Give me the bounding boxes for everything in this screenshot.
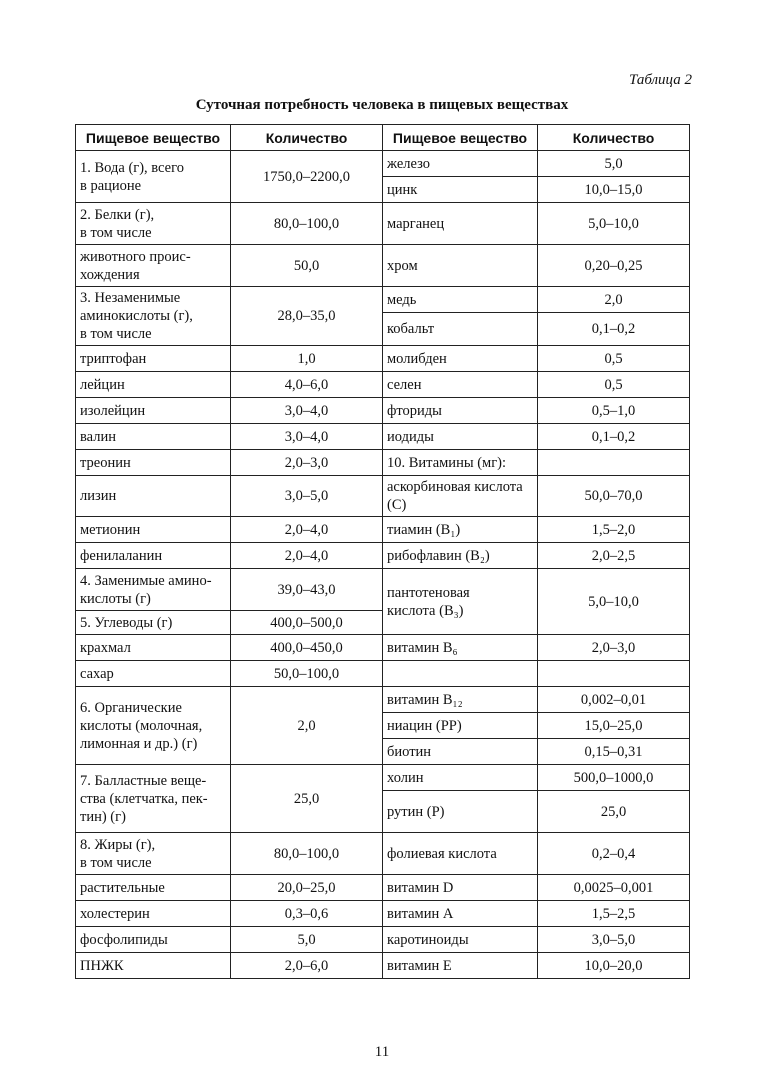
- substance-cell-right: витамин Е: [383, 953, 538, 979]
- substance-cell-right: биотин: [383, 739, 538, 765]
- substance-cell-left: растительные: [76, 875, 231, 901]
- substance-cell-left: 6. Органические кислоты (молочная, лимонная и др.) (г): [76, 687, 231, 765]
- quantity-cell-right: 5,0–10,0: [538, 569, 690, 635]
- quantity-cell-right: 3,0–5,0: [538, 927, 690, 953]
- table-label: Таблица 2: [629, 72, 692, 88]
- nutrient-table-container: [75, 124, 690, 979]
- quantity-cell-left: 25,0: [231, 765, 383, 833]
- table-body: [76, 151, 690, 979]
- quantity-cell-right: 0,20–0,25: [538, 245, 690, 287]
- quantity-cell-left: 2,0–4,0: [231, 543, 383, 569]
- quantity-cell-right: 0,1–0,2: [538, 424, 690, 450]
- quantity-cell-right: 1,5–2,5: [538, 901, 690, 927]
- quantity-cell-right: 15,0–25,0: [538, 713, 690, 739]
- table-row: [76, 203, 690, 245]
- substance-cell-left: лизин: [76, 476, 231, 517]
- substance-cell-right: холин: [383, 765, 538, 791]
- table-row: [76, 833, 690, 875]
- quantity-cell-right: 0,1–0,2: [538, 313, 690, 346]
- quantity-cell-right: 25,0: [538, 791, 690, 833]
- substance-cell-left: лейцин: [76, 372, 231, 398]
- substance-cell-left: 1. Вода (г), всего в рационе: [76, 151, 231, 203]
- quantity-cell-right: 2,0–3,0: [538, 635, 690, 661]
- quantity-cell-left: 28,0–35,0: [231, 287, 383, 346]
- quantity-cell-left: 400,0–500,0: [231, 611, 383, 635]
- quantity-cell-left: 2,0–3,0: [231, 450, 383, 476]
- table-row: [76, 424, 690, 450]
- table-row: [76, 245, 690, 287]
- substance-cell-right: витамин В₆: [383, 635, 538, 661]
- substance-cell-right: пантотеновая кислота (В₃): [383, 569, 538, 635]
- substance-cell-right: 10. Витамины (мг):: [383, 450, 538, 476]
- quantity-cell-right: [538, 661, 690, 687]
- quantity-cell-left: 5,0: [231, 927, 383, 953]
- substance-cell-left: фосфолипиды: [76, 927, 231, 953]
- quantity-cell-right: [538, 450, 690, 476]
- substance-cell-right: кобальт: [383, 313, 538, 346]
- table-row: [76, 398, 690, 424]
- quantity-cell-right: 500,0–1000,0: [538, 765, 690, 791]
- table-row: [76, 901, 690, 927]
- substance-cell-left: 7. Балластные веще- ства (клетчатка, пек- тин) (г): [76, 765, 231, 833]
- table-row: [76, 346, 690, 372]
- quantity-cell-right: 10,0–15,0: [538, 177, 690, 203]
- table-row: [76, 517, 690, 543]
- table-row: [76, 927, 690, 953]
- substance-cell-left: метионин: [76, 517, 231, 543]
- table-row: [76, 476, 690, 517]
- quantity-cell-right: 0,15–0,31: [538, 739, 690, 765]
- substance-cell-right: витамин В₁₂: [383, 687, 538, 713]
- quantity-cell-left: 80,0–100,0: [231, 833, 383, 875]
- quantity-cell-left: 3,0–5,0: [231, 476, 383, 517]
- quantity-cell-left: 2,0–4,0: [231, 517, 383, 543]
- substance-cell-left: 5. Углеводы (г): [76, 611, 231, 635]
- substance-cell-left: крахмал: [76, 635, 231, 661]
- substance-cell-right: цинк: [383, 177, 538, 203]
- table-header-row: [76, 125, 690, 151]
- table-row: [76, 687, 690, 713]
- substance-cell-left: 4. Заменимые амино- кислоты (г): [76, 569, 231, 611]
- table-row: [76, 543, 690, 569]
- substance-cell-right: аскорбиновая кислота (С): [383, 476, 538, 517]
- quantity-cell-left: 80,0–100,0: [231, 203, 383, 245]
- substance-cell-right: витамин А: [383, 901, 538, 927]
- header-substance-left: Пищевое вещество: [76, 125, 231, 151]
- quantity-cell-left: 3,0–4,0: [231, 424, 383, 450]
- substance-cell-left: 3. Незаменимые аминокислоты (г), в том числе: [76, 287, 231, 346]
- substance-cell-right: тиамин (В₁): [383, 517, 538, 543]
- header-quantity-left: Количество: [231, 125, 383, 151]
- table-row: [76, 875, 690, 901]
- quantity-cell-left: 4,0–6,0: [231, 372, 383, 398]
- substance-cell-left: изолейцин: [76, 398, 231, 424]
- substance-cell-left: триптофан: [76, 346, 231, 372]
- quantity-cell-right: 2,0–2,5: [538, 543, 690, 569]
- quantity-cell-right: 0,002–0,01: [538, 687, 690, 713]
- quantity-cell-right: 5,0: [538, 151, 690, 177]
- nutrient-table: [75, 124, 690, 979]
- quantity-cell-right: 5,0–10,0: [538, 203, 690, 245]
- substance-cell-right: хром: [383, 245, 538, 287]
- quantity-cell-right: 50,0–70,0: [538, 476, 690, 517]
- table-row: [76, 151, 690, 177]
- quantity-cell-right: 0,5: [538, 346, 690, 372]
- quantity-cell-right: 10,0–20,0: [538, 953, 690, 979]
- quantity-cell-right: 1,5–2,0: [538, 517, 690, 543]
- table-row: [76, 569, 690, 611]
- quantity-cell-left: 2,0–6,0: [231, 953, 383, 979]
- substance-cell-right: [383, 661, 538, 687]
- substance-cell-left: фенилаланин: [76, 543, 231, 569]
- quantity-cell-right: 0,0025–0,001: [538, 875, 690, 901]
- header-substance-right: Пищевое вещество: [383, 125, 538, 151]
- substance-cell-right: каротиноиды: [383, 927, 538, 953]
- substance-cell-left: треонин: [76, 450, 231, 476]
- table-row: [76, 635, 690, 661]
- quantity-cell-left: 20,0–25,0: [231, 875, 383, 901]
- table-row: [76, 661, 690, 687]
- table-row: [76, 450, 690, 476]
- substance-cell-right: молибден: [383, 346, 538, 372]
- substance-cell-left: ПНЖК: [76, 953, 231, 979]
- table-row: [76, 372, 690, 398]
- substance-cell-right: железо: [383, 151, 538, 177]
- quantity-cell-left: 50,0: [231, 245, 383, 287]
- quantity-cell-right: 0,5: [538, 372, 690, 398]
- substance-cell-right: селен: [383, 372, 538, 398]
- quantity-cell-left: 2,0: [231, 687, 383, 765]
- substance-cell-left: 8. Жиры (г), в том числе: [76, 833, 231, 875]
- quantity-cell-left: 39,0–43,0: [231, 569, 383, 611]
- substance-cell-left: животного проис- хождения: [76, 245, 231, 287]
- substance-cell-right: медь: [383, 287, 538, 313]
- substance-cell-right: иодиды: [383, 424, 538, 450]
- substance-cell-right: марганец: [383, 203, 538, 245]
- substance-cell-right: витамин D: [383, 875, 538, 901]
- substance-cell-right: ниацин (РР): [383, 713, 538, 739]
- table-row: [76, 287, 690, 313]
- quantity-cell-right: 2,0: [538, 287, 690, 313]
- quantity-cell-left: 1,0: [231, 346, 383, 372]
- table-row: [76, 765, 690, 791]
- substance-cell-left: сахар: [76, 661, 231, 687]
- quantity-cell-left: 3,0–4,0: [231, 398, 383, 424]
- quantity-cell-left: 400,0–450,0: [231, 635, 383, 661]
- quantity-cell-left: 1750,0–2200,0: [231, 151, 383, 203]
- quantity-cell-right: 0,5–1,0: [538, 398, 690, 424]
- substance-cell-right: фториды: [383, 398, 538, 424]
- substance-cell-left: холестерин: [76, 901, 231, 927]
- substance-cell-right: фолиевая кислота: [383, 833, 538, 875]
- quantity-cell-left: 50,0–100,0: [231, 661, 383, 687]
- table-row: [76, 953, 690, 979]
- page-number: 11: [374, 1044, 390, 1060]
- substance-cell-right: рибофлавин (В₂): [383, 543, 538, 569]
- header-quantity-right: Количество: [538, 125, 690, 151]
- substance-cell-left: валин: [76, 424, 231, 450]
- substance-cell-left: 2. Белки (г), в том числе: [76, 203, 231, 245]
- table-title: Суточная потребность человека в пищевых веществах: [195, 97, 569, 113]
- quantity-cell-right: 0,2–0,4: [538, 833, 690, 875]
- substance-cell-right: рутин (Р): [383, 791, 538, 833]
- quantity-cell-left: 0,3–0,6: [231, 901, 383, 927]
